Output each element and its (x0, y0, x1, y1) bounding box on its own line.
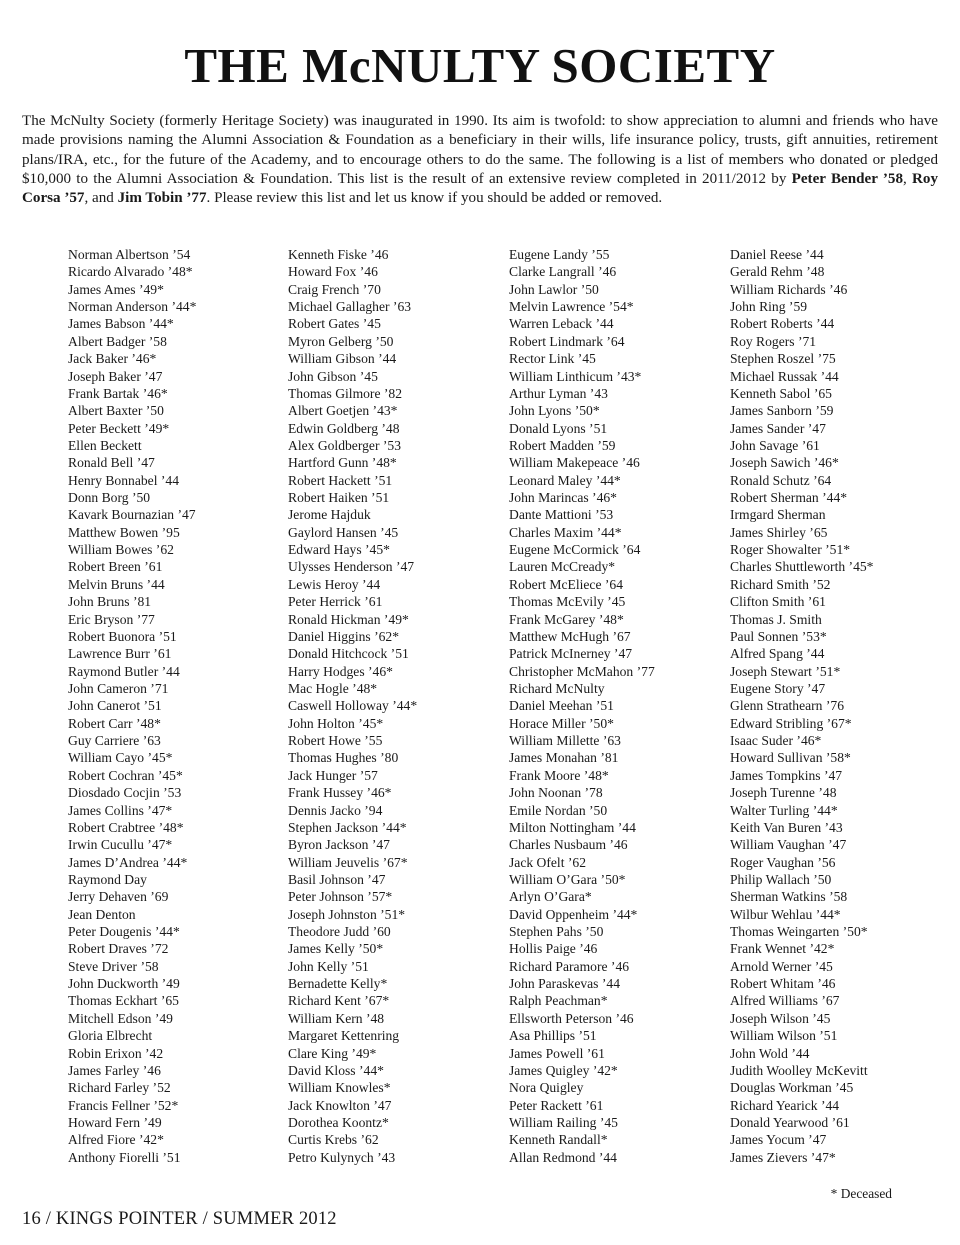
member-name: Matthew Bowen ’95 (68, 524, 180, 540)
member-name: Thomas J. Smith (730, 611, 822, 627)
member-name: Theodore Judd ’60 (288, 924, 391, 940)
member-name: Melvin Bruns ’44 (68, 576, 165, 592)
member-name: Alfred Williams ’67 (730, 993, 840, 1009)
member-name: John Wold ’44 (730, 1045, 810, 1061)
member-name: Patrick McInerney ’47 (509, 646, 633, 662)
member-name: James Collins ’47* (68, 802, 173, 818)
member-name: John Savage ’61 (730, 437, 820, 453)
member-name: Frank Moore ’48* (509, 767, 609, 783)
member-name: Ulysses Henderson ’47 (288, 559, 415, 575)
member-name: Gloria Elbrecht (68, 1028, 153, 1044)
member-name: Leonard Maley ’44* (509, 472, 621, 488)
member-name: William Richards ’46 (730, 281, 848, 297)
member-name: Arnold Werner ’45 (730, 958, 833, 974)
member-name: Guy Carriere ’63 (68, 733, 161, 749)
member-name: Ronald Bell ’47 (68, 455, 155, 471)
member-name: James Monahan ’81 (509, 750, 619, 766)
member-name: Gerald Rehm ’48 (730, 264, 825, 280)
reviewer-name: Peter Bender ’58 (791, 170, 903, 187)
member-name: Harry Hodges ’46* (288, 663, 393, 679)
member-name: Richard Kent ’67* (288, 993, 390, 1009)
page-folio: 16 / KINGS POINTER / SUMMER 2012 (22, 1209, 337, 1229)
member-name: Howard Sullivan ’58* (730, 750, 851, 766)
intro-text: . Please review this list and let us know if you should be added or removed. (206, 190, 663, 207)
member-name: Jack Baker ’46* (68, 351, 157, 367)
member-name: Richard McNulty (509, 680, 605, 696)
member-name: Richard Yearick ’44 (730, 1097, 840, 1113)
member-name: William Gibson ’44 (288, 351, 397, 367)
member-name: Howard Fox ’46 (288, 264, 378, 280)
member-name: Donald Lyons ’51 (509, 420, 608, 436)
intro-separator: , and (84, 190, 118, 207)
member-name: Richard Farley ’52 (68, 1080, 171, 1096)
member-name: Edward Hays ’45* (288, 542, 390, 558)
member-name: Lawrence Burr ’61 (68, 646, 172, 662)
member-name: Frank McGarey ’48* (509, 611, 624, 627)
member-name: John Bruns ’81 (68, 594, 152, 610)
member-name: Joseph Wilson ’45 (730, 1010, 831, 1026)
member-name: Frank Wennet ’42* (730, 941, 835, 957)
member-name: Allan Redmond ’44 (509, 1149, 617, 1165)
member-name: Daniel Higgins ’62* (288, 628, 400, 644)
member-name: Judith Woolley McKevitt (730, 1062, 868, 1078)
member-name: William Kern ’48 (288, 1010, 385, 1026)
member-name: Milton Nottingham ’44 (509, 819, 636, 835)
member-name: James Sander ’47 (730, 420, 826, 436)
member-name: Robert Howe ’55 (288, 733, 383, 749)
member-name: Emile Nordan ’50 (509, 802, 608, 818)
member-name: Philip Wallach ’50 (730, 871, 832, 887)
member-name: Peter Dougenis ’44* (68, 924, 180, 940)
member-name: James Shirley ’65 (730, 524, 828, 540)
member-name: William Linthicum ’43* (509, 368, 642, 384)
member-name: Irwin Cucullu ’47* (68, 837, 173, 853)
member-name: Donn Borg ’50 (68, 490, 151, 506)
member-name: James Ames ’49* (68, 281, 164, 297)
member-name: Joseph Stewart ’51* (730, 663, 841, 679)
member-name: Norman Albertson ’54 (68, 247, 191, 262)
member-name: Jean Denton (68, 906, 136, 922)
member-name: Ralph Peachman* (509, 993, 608, 1009)
member-name: William Cayo ’45* (68, 750, 173, 766)
member-name: Richard Smith ’52 (730, 576, 831, 592)
member-name: James D’Andrea ’44* (68, 854, 188, 870)
member-name: Robert Draves ’72 (68, 941, 169, 957)
member-name: Caswell Holloway ’44* (288, 698, 418, 714)
member-name: Ronald Schutz ’64 (730, 472, 832, 488)
member-name: Robert Haiken ’51 (288, 490, 390, 506)
member-name: Albert Baxter ’50 (68, 403, 164, 419)
member-name: Arlyn O’Gara* (509, 889, 592, 905)
member-name: Ricardo Alvarado ’48* (68, 264, 193, 280)
member-name: William O’Gara ’50* (509, 871, 626, 887)
member-name: Richard Paramore ’46 (509, 958, 630, 974)
member-name: Ellsworth Peterson ’46 (509, 1010, 634, 1026)
member-name: Isaac Suder ’46* (730, 733, 822, 749)
member-name: Mac Hogle ’48* (288, 680, 378, 696)
member-name: Lewis Heroy ’44 (288, 576, 381, 592)
member-name: Dennis Jacko ’94 (288, 802, 383, 818)
member-name: Eric Bryson ’77 (68, 611, 155, 627)
member-name: Michael Gallagher ’63 (288, 299, 412, 315)
member-name: Frank Hussey ’46* (288, 785, 392, 801)
member-name: Michael Russak ’44 (730, 368, 839, 384)
member-name: John Marincas ’46* (509, 490, 617, 506)
member-name: Clifton Smith ’61 (730, 594, 826, 610)
member-name: Roy Rogers ’71 (730, 333, 817, 349)
member-name: William Vaughan ’47 (730, 837, 847, 853)
member-name: James Tompkins ’47 (730, 767, 843, 783)
member-name: Thomas Weingarten ’50* (730, 924, 868, 940)
member-name: Stephen Roszel ’75 (730, 351, 836, 367)
member-name: Donald Hitchcock ’51 (288, 646, 409, 662)
member-name: Basil Johnson ’47 (288, 871, 386, 887)
member-name: James Kelly ’50* (288, 941, 384, 957)
member-name: Glenn Strathearn ’76 (730, 698, 845, 714)
member-column-4 (730, 246, 945, 1166)
member-name: Gaylord Hansen ’45 (288, 524, 399, 540)
member-name: Robert Roberts ’44 (730, 316, 835, 332)
member-name: Daniel Reese ’44 (730, 247, 824, 262)
member-name: Robert Hackett ’51 (288, 472, 393, 488)
member-name: Matthew McHugh ’67 (509, 628, 631, 644)
member-name: William Makepeace ’46 (509, 455, 640, 471)
member-name: Kenneth Sabol ’65 (730, 385, 832, 401)
member-name: Arthur Lyman ’43 (509, 385, 608, 401)
member-name: Douglas Workman ’45 (730, 1080, 854, 1096)
member-name: John Gibson ’45 (288, 368, 378, 384)
member-name: Jack Hunger ’57 (288, 767, 378, 783)
member-name: William Wilson ’51 (730, 1028, 838, 1044)
member-name: Thomas Eckhart ’65 (68, 993, 179, 1009)
page-title: THE McNULTY SOCIETY (184, 38, 776, 93)
member-name: Frank Bartak ’46* (68, 385, 168, 401)
member-name: Stephen Pahs ’50 (509, 924, 604, 940)
member-name: Robert Buonora ’51 (68, 628, 177, 644)
member-name: Jerome Hajduk (288, 507, 371, 523)
member-name: Joseph Johnston ’51* (288, 906, 406, 922)
member-name: Robert Whitam ’46 (730, 976, 836, 992)
member-name: Kenneth Randall* (509, 1132, 608, 1148)
member-name: Kenneth Fiske ’46 (288, 247, 389, 262)
member-name: Thomas Gilmore ’82 (288, 385, 403, 401)
member-name: John Noonan ’78 (509, 785, 603, 801)
member-name: Bernadette Kelly* (288, 976, 388, 992)
member-name: William Knowles* (288, 1080, 391, 1096)
member-name: Thomas Hughes ’80 (288, 750, 399, 766)
member-name: John Paraskevas ’44 (509, 976, 620, 992)
member-name: Robert Cochran ’45* (68, 767, 183, 783)
member-name: John Canerot ’51 (68, 698, 162, 714)
member-name: James Yocum ’47 (730, 1132, 827, 1148)
member-name: James Sanborn ’59 (730, 403, 834, 419)
member-name: Petro Kulynych ’43 (288, 1149, 396, 1165)
member-name: Dorothea Koontz* (288, 1114, 389, 1130)
member-name: Robert Gates ’45 (288, 316, 381, 332)
member-name: Raymond Butler ’44 (68, 663, 180, 679)
member-name: Robert McEliece ’64 (509, 576, 623, 592)
member-name: James Farley ’46 (68, 1062, 161, 1078)
member-name: Curtis Krebs ’62 (288, 1132, 379, 1148)
member-name: Anthony Fiorelli ’51 (68, 1149, 181, 1165)
member-name: Howard Fern ’49 (68, 1114, 162, 1130)
member-column-2 (288, 246, 503, 1166)
member-name: John Cameron ’71 (68, 680, 169, 696)
deceased-footnote: * Deceased (830, 1186, 892, 1201)
member-column-3 (509, 246, 724, 1166)
member-name: John Duckworth ’49 (68, 976, 180, 992)
member-name: Nora Quigley (509, 1080, 584, 1096)
member-name: Charles Maxim ’44* (509, 524, 622, 540)
member-name: Peter Herrick ’61 (288, 594, 383, 610)
member-name: Robert Crabtree ’48* (68, 819, 184, 835)
member-name: Warren Leback ’44 (509, 316, 614, 332)
member-name: Dante Mattioni ’53 (509, 507, 614, 523)
reviewer-name: Roy Corsa ’57 (22, 170, 939, 207)
member-name: Asa Phillips ’51 (509, 1028, 597, 1044)
member-name: Irmgard Sherman (730, 507, 826, 523)
member-name: Edwin Goldberg ’48 (288, 420, 400, 436)
member-name: Jack Knowlton ’47 (288, 1097, 392, 1113)
member-name: Clarke Langrall ’46 (509, 264, 617, 280)
member-name: Hartford Gunn ’48* (288, 455, 397, 471)
member-name: Hollis Paige ’46 (509, 941, 598, 957)
member-name: Melvin Lawrence ’54* (509, 299, 634, 315)
member-name: John Lyons ’50* (509, 403, 600, 419)
member-name: Peter Beckett ’49* (68, 420, 170, 436)
member-name: Craig French ’70 (288, 281, 381, 297)
member-name: Henry Bonnabel ’44 (68, 472, 179, 488)
member-name: Walter Turling ’44* (730, 802, 838, 818)
member-name: Clare King ’49* (288, 1045, 377, 1061)
member-name: Byron Jackson ’47 (288, 837, 390, 853)
member-name: David Oppenheim ’44* (509, 906, 638, 922)
member-name: Horace Miller ’50* (509, 715, 614, 731)
member-name: Peter Rackett ’61 (509, 1097, 604, 1113)
member-name: John Kelly ’51 (288, 958, 369, 974)
member-name: Robert Breen ’61 (68, 559, 163, 575)
member-name: Eugene Story ’47 (730, 680, 826, 696)
member-name: Francis Fellner ’52* (68, 1097, 179, 1113)
member-name: Steve Driver ’58 (68, 958, 159, 974)
member-name: Wilbur Wehlau ’44* (730, 906, 841, 922)
member-name: Robin Erixon ’42 (68, 1045, 164, 1061)
member-name: Eugene McCormick ’64 (509, 542, 641, 558)
member-name: Margaret Kettenring (288, 1028, 400, 1044)
member-name: Rector Link ’45 (509, 351, 596, 367)
member-name: James Zievers ’47* (730, 1149, 836, 1165)
member-name: Peter Johnson ’57* (288, 889, 393, 905)
member-name: Alfred Spang ’44 (730, 646, 825, 662)
member-name: Jerry Dehaven ’69 (68, 889, 169, 905)
member-name: Eugene Landy ’55 (509, 247, 610, 262)
member-name: Alfred Fiore ’42* (68, 1132, 164, 1148)
member-name: Daniel Meehan ’51 (509, 698, 614, 714)
member-name: James Quigley ’42* (509, 1062, 618, 1078)
member-name: Robert Lindmark ’64 (509, 333, 625, 349)
member-name: Donald Yearwood ’61 (730, 1114, 850, 1130)
member-name: Stephen Jackson ’44* (288, 819, 407, 835)
member-name: Roger Showalter ’51* (730, 542, 851, 558)
member-name: Diosdado Cocjin ’53 (68, 785, 182, 801)
member-name: Robert Carr ’48* (68, 715, 161, 731)
member-name: Myron Gelberg ’50 (288, 333, 394, 349)
member-name: Thomas McEvily ’45 (509, 594, 626, 610)
member-name: Ellen Beckett (68, 437, 142, 453)
member-name: Joseph Sawich ’46* (730, 455, 839, 471)
intro-text: The McNulty Society (formerly Heritage Society) was inaugurated in 1990. Its aim is twofold: to show appreciation to alumni and friends who have made provisions naming the Alumni Association & Foundation as a beneficiary in their wills, life insurance policy, trusts, gift annuities, retirement plans/IRA, etc., for the future of the Academy, and to encourage others to do the same. The following is a list of members who donated or pledged $10,000 to the Alumni Association & Foundation. This list is the result of an extensive review completed in 2011/2012 by (22, 113, 938, 187)
member-name: Lauren McCready* (509, 559, 616, 575)
member-name: John Holton ’45* (288, 715, 384, 731)
member-name: Norman Anderson ’44* (68, 299, 197, 315)
member-name: David Kloss ’44* (288, 1062, 384, 1078)
member-name: Charles Nusbaum ’46 (509, 837, 628, 853)
member-name: James Babson ’44* (68, 316, 174, 332)
member-name: William Bowes ’62 (68, 542, 174, 558)
member-name: Albert Badger ’58 (68, 333, 167, 349)
member-name: John Ring ’59 (730, 299, 808, 315)
member-name: Keith Van Buren ’43 (730, 819, 843, 835)
member-name: Raymond Day (68, 871, 147, 887)
member-name: William Railing ’45 (509, 1114, 618, 1130)
member-name: Robert Sherman ’44* (730, 490, 848, 506)
member-name: John Lawlor ’50 (509, 281, 599, 297)
member-name: Alex Goldberger ’53 (288, 437, 401, 453)
member-name: Joseph Turenne ’48 (730, 785, 837, 801)
member-name: Christopher McMahon ’77 (509, 663, 655, 679)
member-name: William Millette ’63 (509, 733, 621, 749)
member-name: Paul Sonnen ’53* (730, 628, 827, 644)
member-name: William Jeuvelis ’67* (288, 854, 408, 870)
member-name: Ronald Hickman ’49* (288, 611, 409, 627)
member-name: Jack Ofelt ’62 (509, 854, 587, 870)
intro-paragraph (22, 112, 938, 208)
member-name: Kavark Bournazian ’47 (68, 507, 196, 523)
reviewer-name: Jim Tobin ’77 (117, 190, 207, 207)
member-name: Sherman Watkins ’58 (730, 889, 848, 905)
member-name: Edward Stribling ’67* (730, 715, 852, 731)
member-name: Charles Shuttleworth ’45* (730, 559, 874, 575)
member-name: Joseph Baker ’47 (68, 368, 163, 384)
member-name: Albert Goetjen ’43* (288, 403, 398, 419)
member-name: Robert Madden ’59 (509, 437, 616, 453)
intro-separator: , (903, 170, 913, 187)
member-name: Roger Vaughan ’56 (730, 854, 836, 870)
member-name: Mitchell Edson ’49 (68, 1010, 173, 1026)
member-name: James Powell ’61 (509, 1045, 605, 1061)
member-column-1 (68, 246, 283, 1166)
